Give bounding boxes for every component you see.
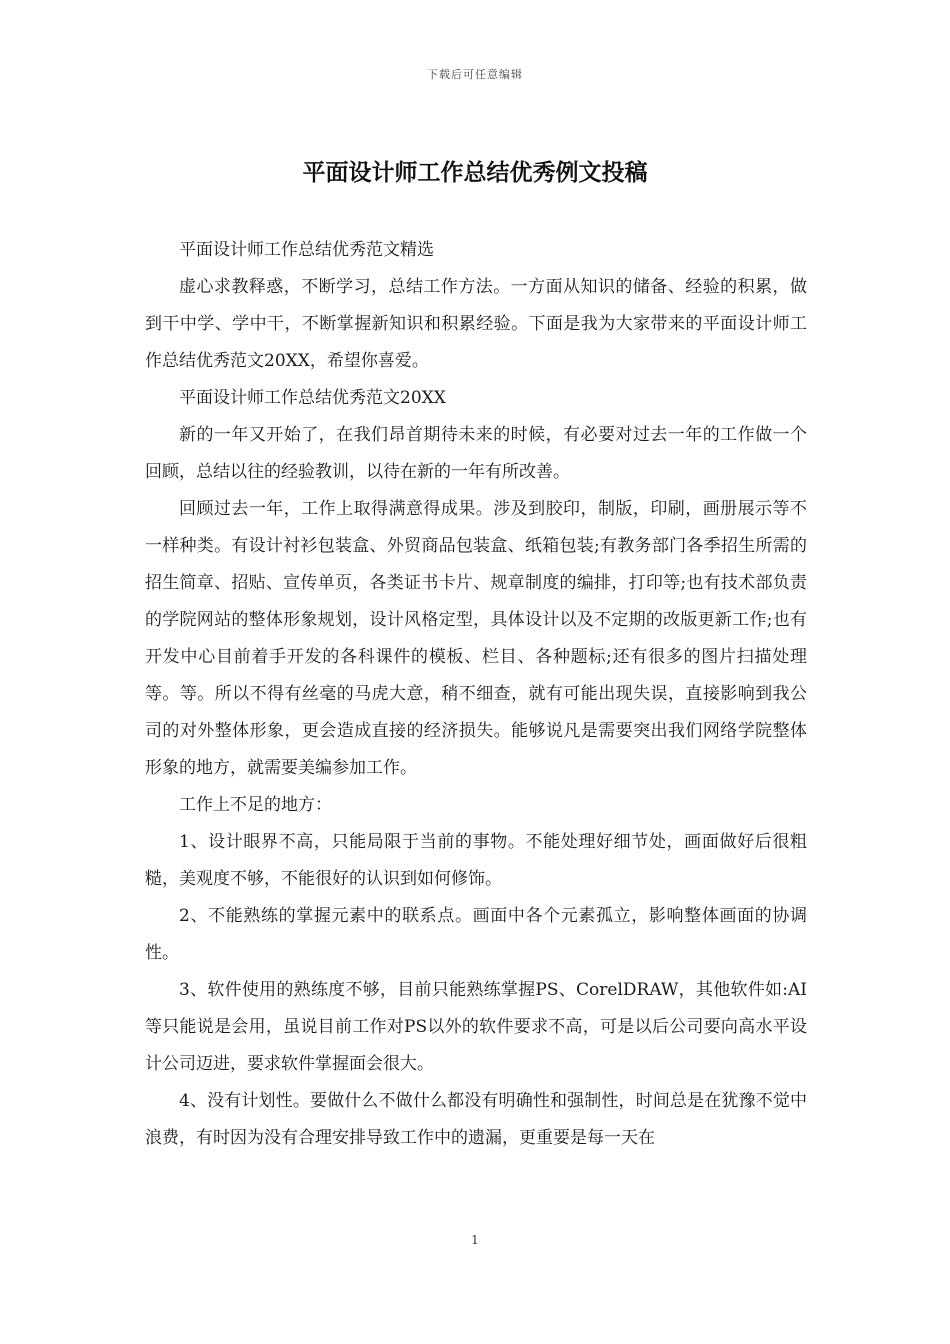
page-number: 1 [471,1233,479,1247]
paragraph-section-heading: 平面设计师工作总结优秀范文20XX [179,388,446,408]
paragraph-item-3: 3、软件使用的熟练度不够，目前只能熟练掌握PS、CorelDRAW，其他软件如:AI等只能说是会用，虽说目前工作对PS以外的软件要求不高，可是以后公司要向高水平设计公司迈进，要求软件掌握面会很大。 [145,980,807,1074]
paragraph-subtitle: 平面设计师工作总结优秀范文精选 [179,240,434,260]
document-body [145,232,807,1157]
paragraph-item-4: 4、没有计划性。要做什么不做什么都没有明确性和强制性，时间总是在犹豫不觉中浪费，有时因为没有合理安排导致工作中的遗漏，更重要是每一天在 [145,1091,807,1148]
paragraph-item-1: 1、设计眼界不高，只能局限于当前的事物。不能处理好细节处，画面做好后很粗糙，美观度不够，不能很好的认识到如何修饰。 [145,832,807,889]
paragraph-intro: 虚心求教释惑，不断学习，总结工作方法。一方面从知识的储备、经验的积累，做到干中学、学中干，不断掌握新知识和积累经验。下面是我为大家带来的平面设计师工作总结优秀范文20XX，希望你喜爱。 [145,277,807,371]
paragraph-shortcomings-heading: 工作上不足的地方： [179,795,332,815]
document-title: 平面设计师工作总结优秀例文投稿 [302,159,648,186]
header-note: 下载后可任意编辑 [427,68,523,81]
paragraph-review: 回顾过去一年，工作上取得满意得成果。涉及到胶印，制版，印刷，画册展示等不一样种类。有设计衬衫包装盒、外贸商品包装盒、纸箱包装;有教务部门各季招生所需的招生简章、招贴、宣传单页，各类证书卡片、规章制度的编排，打印等;也有技术部负责的学院网站的整体形象规划，设计风格定型，具体设计以及不定期的改版更新工作;也有开发中心目前着手开发的各科课件的模板、栏目、各种题标;还有很多的图片扫描处理等。等。所以不得有丝毫的马虎大意，稍不细查，就有可能出现失误，直接影响到我公司的对外整体形象，更会造成直接的经济损失。能够说凡是需要突出我们网络学院整体形象的地方，就需要美编参加工作。 [145,499,807,778]
paragraph-item-2: 2、不能熟练的掌握元素中的联系点。画面中各个元素孤立，影响整体画面的协调性。 [145,906,807,963]
paragraph-new-year: 新的一年又开始了，在我们昂首期待未来的时候，有必要对过去一年的工作做一个回顾，总结以往的经验教训，以待在新的一年有所改善。 [145,425,807,482]
